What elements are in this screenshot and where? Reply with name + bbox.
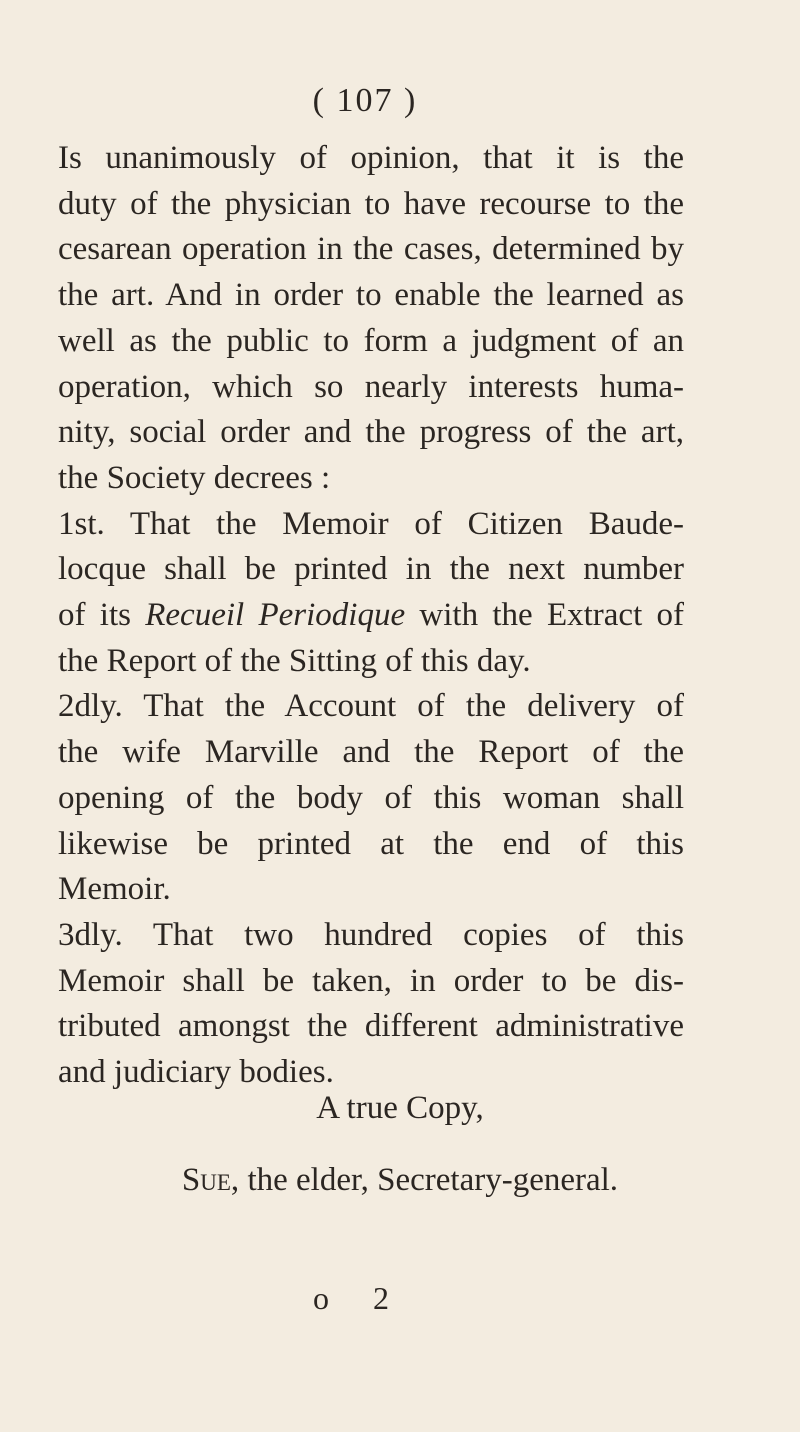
text-line: tributed amongst the different administrative xyxy=(58,1008,684,1045)
text-line: operation, which so nearly interests huma- xyxy=(58,368,684,405)
text-line: likewise be printed at the end of this xyxy=(58,825,684,862)
signature-name: Sue, xyxy=(181,1162,240,1198)
text-line: well as the public to form a judgment of an xyxy=(58,322,684,359)
text-line: 3dly. That two hundred copies of this xyxy=(58,916,684,953)
italic-title: Recueil Periodique xyxy=(145,597,406,634)
text-line: duty of the physician to have recourse to the xyxy=(58,185,684,222)
page-number: ( 107 ) xyxy=(312,82,418,119)
text-line: opening of the body of this woman shall xyxy=(58,779,684,816)
true-copy-line xyxy=(0,1090,800,1127)
text-line: locque shall be printed in the next number xyxy=(58,551,684,588)
text-line: 1st. That the Memoir of Citizen Baude- xyxy=(58,505,684,542)
true-copy-text: A true Copy, xyxy=(316,1090,484,1126)
printer-signature-mark: o 2 xyxy=(313,1280,407,1316)
text-line: cesarean operation in the cases, determined by xyxy=(58,231,684,268)
text-line-mixed xyxy=(58,593,684,639)
text-line: the Report of the Sitting of this day. xyxy=(58,642,531,679)
signature-title: the elder, Secretary-general. xyxy=(247,1162,619,1198)
text-line: Memoir. xyxy=(58,871,171,908)
text-line: the art. And in order to enable the learned as xyxy=(58,277,684,314)
text-line: the Society decrees : xyxy=(58,459,331,496)
text-fragment: of its xyxy=(58,597,131,634)
text-line: 2dly. That the Account of the delivery of xyxy=(58,688,684,725)
text-line: Memoir shall be taken, in order to be dis- xyxy=(58,962,684,999)
text-line: Is unanimously of opinion, that it is the xyxy=(58,140,684,176)
text-line: and judiciary bodies. xyxy=(58,1054,334,1091)
signature-line xyxy=(0,1162,800,1199)
text-line: the wife Marville and the Report of the xyxy=(58,734,684,771)
text-fragment: with the Extract of xyxy=(419,597,685,634)
text-line: nity, social order and the progress of the art, xyxy=(58,414,684,451)
body-text xyxy=(58,136,684,1096)
